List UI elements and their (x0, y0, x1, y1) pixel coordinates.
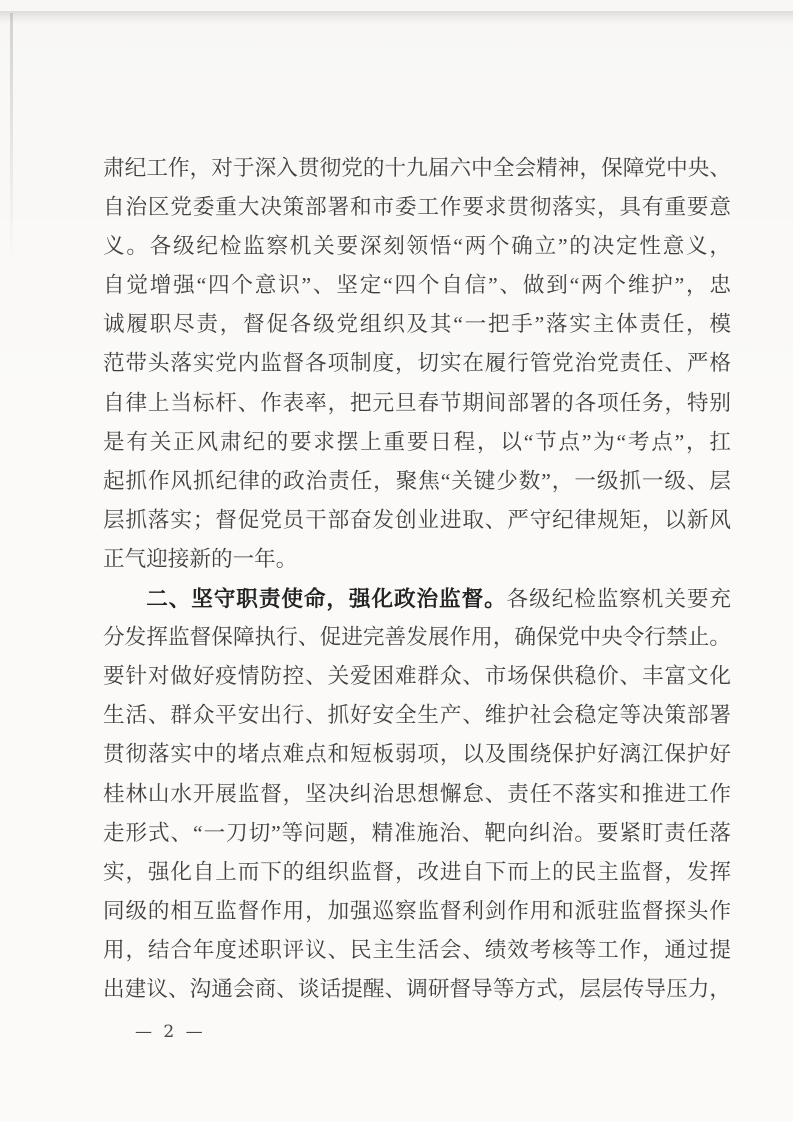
text-line: 层抓落实；督促党员干部奋发创业进取、严守纪律规矩，以新风 (103, 507, 731, 532)
page-number: — 2 — (135, 1022, 206, 1042)
section-heading: 二、坚守职责使命，强化政治监督。 (146, 586, 507, 612)
text-line-paragraph-start (103, 579, 731, 618)
text-line: 实，强化自上而下的组织监督，改进自下而上的民主监督，发挥 (103, 859, 731, 884)
scan-artifact-left-edge (10, 13, 13, 263)
text-line: 诚履职尽责，督促各级党组织及其“一把手”落实主体责任，模 (103, 312, 731, 337)
scan-artifact-top-band (0, 11, 793, 24)
text-line: 自觉增强“四个意识”、坚定“四个自信”、做到“两个维护”，忠 (103, 273, 731, 298)
text-line: 起抓作风抓纪律的政治责任，聚焦“关键少数”，一级抓一级、层 (103, 468, 731, 493)
text-line: 要针对做好疫情防控、关爱困难群众、市场保供稳价、丰富文化 (103, 664, 731, 689)
text-line: 走形式、“一刀切”等问题，精准施治、靶向纠治。要紧盯责任落 (103, 820, 731, 845)
text-line: 用，结合年度述职评议、民主生活会、绩效考核等工作，通过提 (103, 937, 731, 962)
text-line: 生活、群众平安出行、抓好安全生产、维护社会稳定等决策部署 (103, 703, 731, 728)
text-line-paragraph-end: 正气迎接新的一年。 (103, 546, 298, 571)
text-line: 贯彻落实中的堵点难点和短板弱项，以及围绕保护好漓江保护好 (103, 742, 731, 767)
text-run: 各级纪检监察机关要充 (506, 587, 731, 612)
text-line: 自治区党委重大决策部署和市委工作要求贯彻落实，具有重要意 (103, 195, 731, 220)
text-line: 同级的相互监督作用，加强巡察监督利剑作用和派驻监督探头作 (103, 898, 731, 923)
text-line: 自律上当标杆、作表率，把元旦春节期间部署的各项任务，特别 (103, 390, 731, 415)
text-line: 出建议、沟通会商、谈话提醒、调研督导等方式，层层传导压力， (103, 976, 731, 1001)
text-line: 范带头落实党内监督各项制度，切实在履行管党治党责任、严格 (103, 351, 731, 376)
document-body-text (103, 149, 731, 1009)
text-line: 桂林山水开展监督，坚决纠治思想懈怠、责任不落实和推进工作 (103, 781, 731, 806)
text-line: 是有关正风肃纪的要求摆上重要日程，以“节点”为“考点”，扛 (103, 429, 731, 454)
text-line: 肃纪工作，对于深入贯彻党的十九届六中全会精神，保障党中央、 (103, 156, 731, 180)
text-line: 分发挥监督保障执行、促进完善发展作用，确保党中央令行禁止。 (103, 625, 731, 650)
text-line: 义。各级纪检监察机关要深刻领悟“两个确立”的决定性意义， (103, 234, 731, 259)
